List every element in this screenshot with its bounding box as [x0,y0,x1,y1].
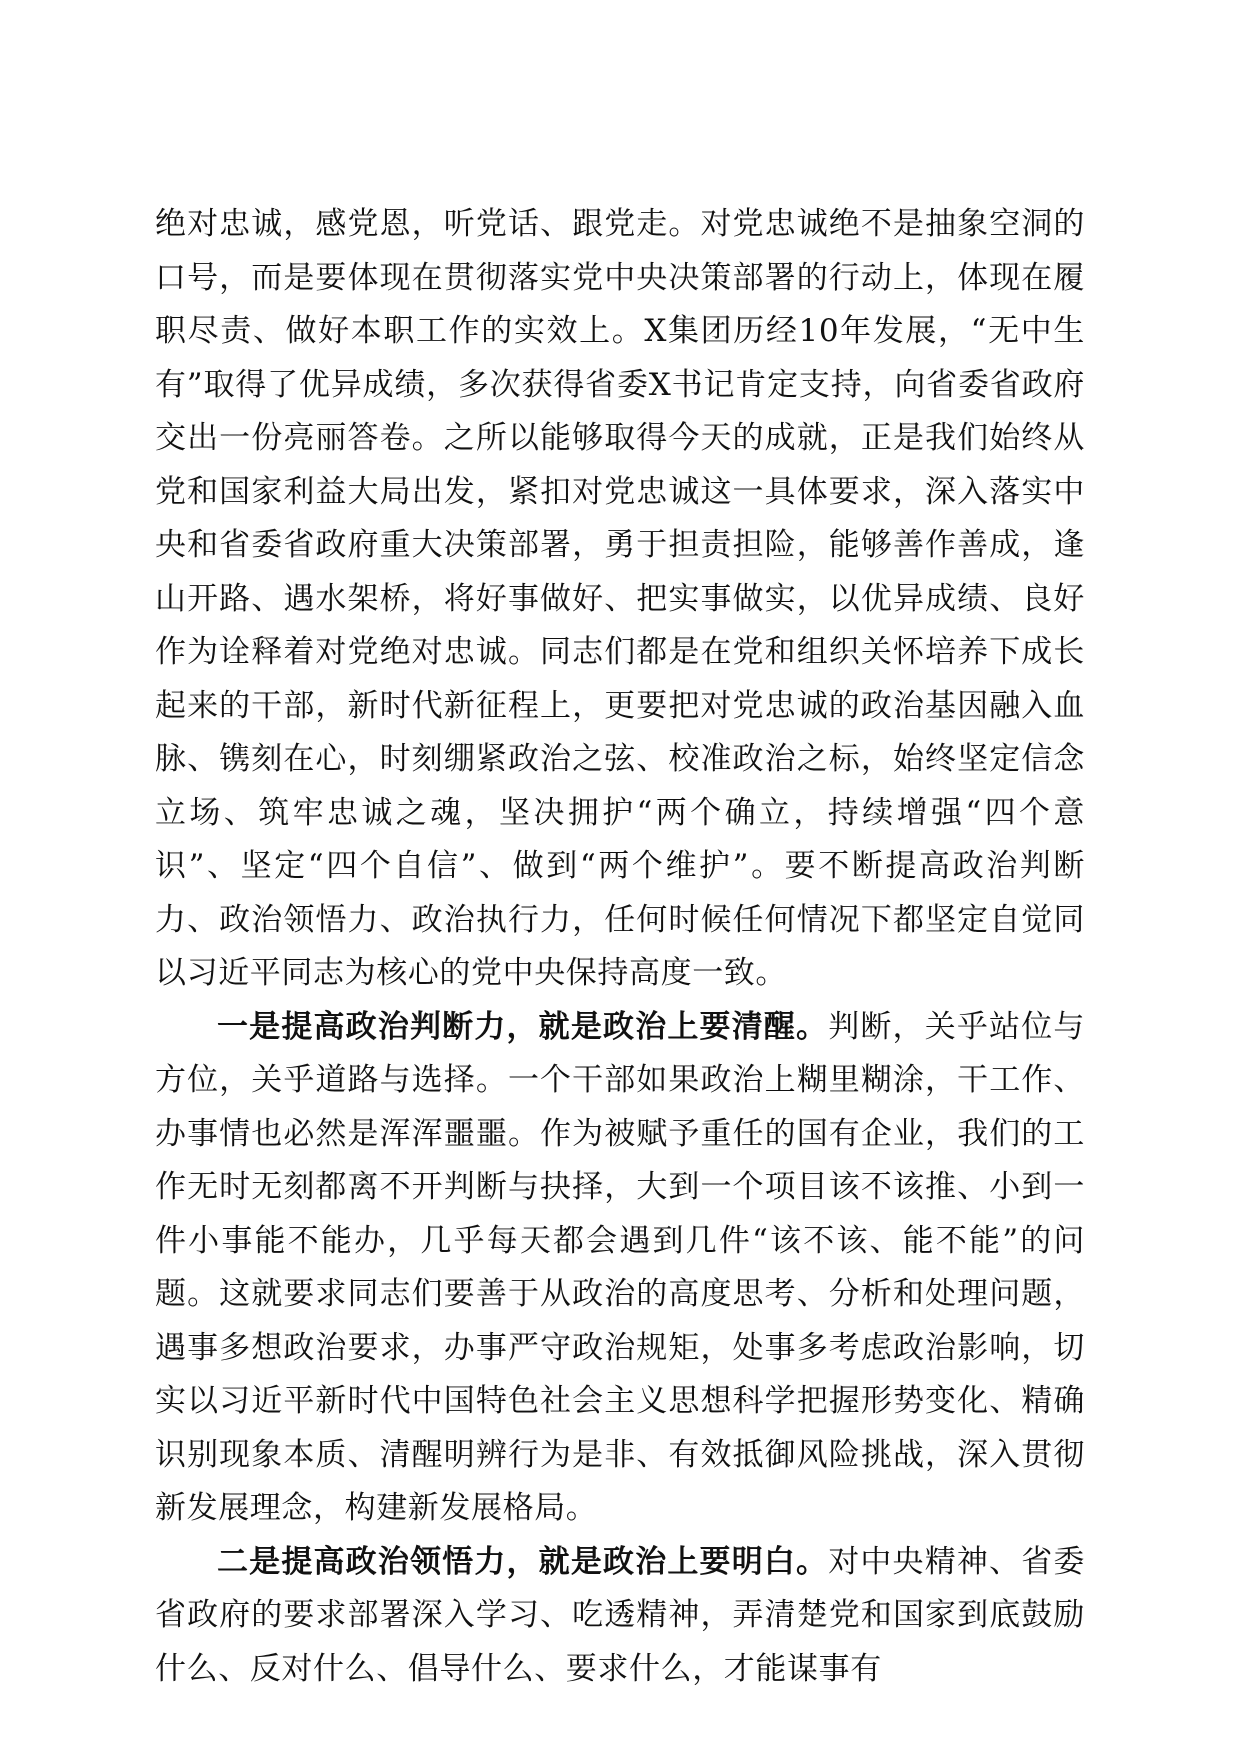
paragraph-text: 判断，关乎站位与方位，关乎道路与选择。一个干部如果政治上糊里糊涂，干工作、办事情也必然是浑浑噩噩。作为被赋予重任的国有企业，我们的工作无时无刻都离不开判断与抉择，大到一个项目该不该推、小到一件小事能不能办，几乎每天都会遇到几件“该不该、能不能”的问题。这就要求同志们要善于从政治的高度思考、分析和处理问题，遇事多想政治要求，办事严守政治规矩，处事多考虑政治影响，切实以习近平新时代中国特色社会主义思想科学把握形势变化、精确识别现象本质、清醒明辨行为是非、有效抵御风险挑战，深入贯彻新发展理念，构建新发展格局。 [155,1008,1085,1526]
paragraph-lead-heading: 二是提高政治领悟力，就是政治上要明白。 [217,1543,829,1580]
paragraph-text: 对中央精神、省委省政府的要求部署深入学习、吃透精神，弄清楚党和国家到底鼓励什么、反对什么、倡导什么、要求什么，才能谋事有 [155,1543,1085,1687]
paragraph-political-judgment [155,1001,1085,1536]
paragraph-loyalty [155,198,1085,1001]
paragraph-lead-heading: 一是提高政治判断力，就是政治上要清醒。 [217,1008,829,1045]
paragraph-text: 绝对忠诚，感党恩，听党话、跟党走。对党忠诚绝不是抽象空洞的口号，而是要体现在贯彻落实党中央决策部署的行动上，体现在履职尽责、做好本职工作的实效上。X集团历经10年发展，“无中生有”取得了优异成绩，多次获得省委X书记肯定支持，向省委省政府交出一份亮丽答卷。之所以能够取得今天的成就，正是我们始终从党和国家利益大局出发，紧扣对党忠诚这一具体要求，深入落实中央和省委省政府重大决策部署，勇于担责担险，能够善作善成，逢山开路、遇水架桥，将好事做好、把实事做实，以优异成绩、良好作为诠释着对党绝对忠诚。同志们都是在党和组织关怀培养下成长起来的干部，新时代新征程上，更要把对党忠诚的政治基因融入血脉、镌刻在心，时刻绷紧政治之弦、校准政治之标，始终坚定信念立场、筑牢忠诚之魂，坚决拥护“两个确立，持续增强“四个意识”、坚定“四个自信”、做到“两个维护”。要不断提高政治判断力、政治领悟力、政治执行力，任何时候任何情况下都坚定自觉同以习近平同志为核心的党中央保持高度一致。 [155,206,1085,991]
paragraph-political-comprehension [155,1536,1085,1697]
document-body [155,198,1085,1696]
